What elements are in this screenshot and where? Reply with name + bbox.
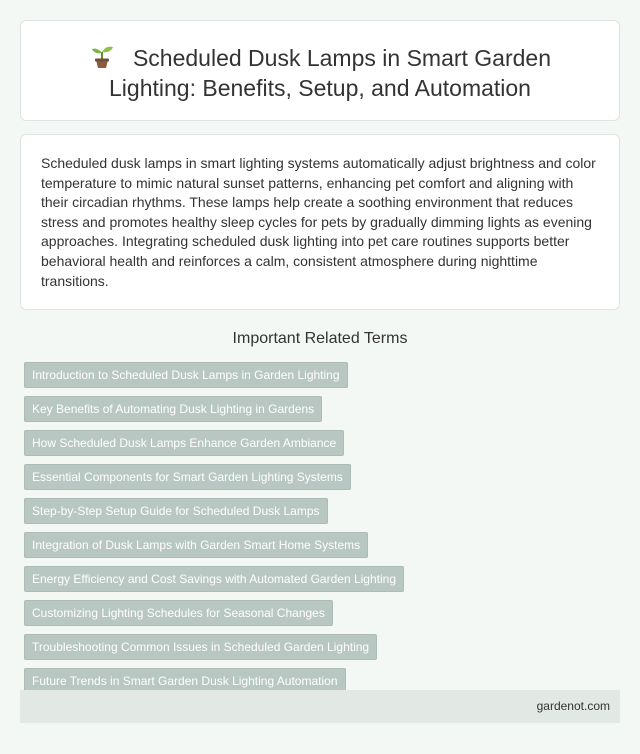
related-term-tag[interactable]: Troubleshooting Common Issues in Scheduled Garden Lighting <box>24 634 377 660</box>
related-term-tag[interactable]: How Scheduled Dusk Lamps Enhance Garden Ambiance <box>24 430 344 456</box>
seedling-icon <box>89 43 115 69</box>
related-terms-heading: Important Related Terms <box>232 330 408 347</box>
footer <box>20 690 620 723</box>
description-card <box>20 134 620 310</box>
related-term-tag[interactable]: Key Benefits of Automating Dusk Lighting in Gardens <box>24 396 322 422</box>
footer-site-link[interactable]: gardenot.com <box>536 699 610 713</box>
title-card <box>20 20 620 121</box>
related-term-tag[interactable]: Energy Efficiency and Cost Savings with Automated Garden Lighting <box>24 566 404 592</box>
related-term-tag[interactable]: Customizing Lighting Schedules for Seasonal Changes <box>24 600 333 626</box>
related-term-tag[interactable]: Step-by-Step Setup Guide for Scheduled Dusk Lamps <box>24 498 328 524</box>
description-text: Scheduled dusk lamps in smart lighting systems automatically adjust brightness and color temperature to mimic natural sunset patterns, enhancing pet comfort and aligning with their circadian rhythms. These lamps help create a soothing environment that reduces stress and promotes healthy sleep cycles for pets by gradually dimming lights as evening approaches. Integrating scheduled dusk lighting into pet care routines supports better behavioral health and reinforces a calm, consistent atmosphere during nighttime transitions. <box>41 155 596 289</box>
related-term-tag[interactable]: Integration of Dusk Lamps with Garden Smart Home Systems <box>24 532 368 558</box>
related-terms-list <box>24 362 616 702</box>
title-text: Scheduled Dusk Lamps in Smart Garden Lighting: Benefits, Setup, and Automation <box>109 45 552 101</box>
related-term-tag[interactable]: Introduction to Scheduled Dusk Lamps in Garden Lighting <box>24 362 348 388</box>
page-title <box>51 43 589 103</box>
related-term-tag[interactable]: Essential Components for Smart Garden Lighting Systems <box>24 464 351 490</box>
related-term-tag[interactable]: Future Trends in Smart Garden Dusk Lighting Automation <box>24 668 346 694</box>
